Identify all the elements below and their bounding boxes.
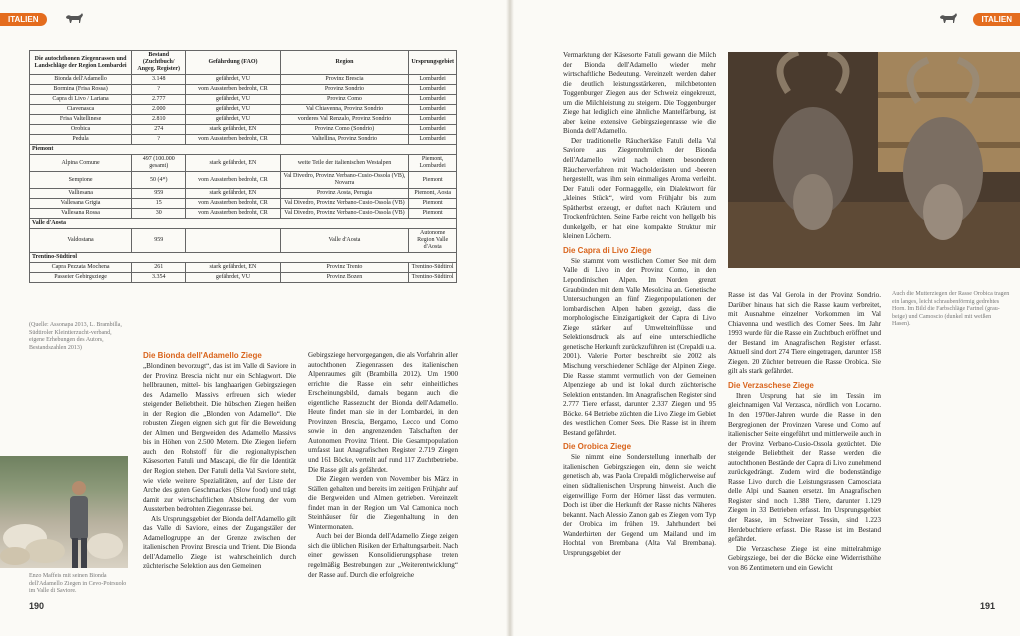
paragraph: Rasse ist das Val Gerola in der Provinz Sondrio. Darüber hinaus hat sich die Rasse kaum verbreitet, mit Ausnahme einzelner Vorkommen im Val Chiavenna und westlich des Comer Sees. Im Jahr 1993 wurde für die Rasse ein Zuchtbuch eröffnet und der Bestand im Anagrafischen Register erfasst. Aktuell sind dort 274 Tiere eingetragen, darunter 158 Ziegen. 20 Züchter betreuen die Rasse Orobica. Sie gilt als stark gefährdet. [728, 291, 881, 376]
table-cell: Orobica [30, 125, 132, 135]
table-cell: Sempione [30, 172, 132, 189]
left-column-1 [143, 351, 296, 572]
paragraph: Als Ursprungsgebiet der Bionda dell'Adamello gilt das Valle di Saviore, eines der Zugangstäler der Adamellogruppe an der Grenze zwischen der italienischen Provinz Brescia und Trient. Die Bionda dell'Adamello Ziege ist wahrscheinlich durch züchterische Selektion aus den Gemeinen [143, 514, 296, 571]
table-cell: Piemont [409, 172, 457, 189]
table-cell: 30 [132, 209, 186, 219]
table-cell: Capra Pezzata Mochena [30, 263, 132, 273]
shepherd-with-goats-photo [0, 456, 128, 568]
table-cell: Lombardei [409, 135, 457, 145]
table-cell: Valdostana [30, 229, 132, 253]
table-cell: Alpina Comune [30, 155, 132, 172]
table-row [30, 125, 457, 135]
table-cell: Ciavenasca [30, 105, 132, 115]
table-row [30, 199, 457, 209]
table-cell: vom Aussterben bedroht, CR [186, 85, 280, 95]
table-cell: Bionda dell'Adamello [30, 75, 132, 85]
table-cell: Capra di Livo / Lariana [30, 95, 132, 105]
table-cell: Provinz Sondrio [280, 85, 409, 95]
table-row [30, 85, 457, 95]
section-tab-right: ITALIEN [973, 13, 1020, 26]
col-header-origin: Ursprungsgebiet [409, 51, 457, 75]
table-source-note: (Quelle: Assonapa 2013, L. Brambilla, Südtiroler Kleintierzucht-verband, eigene Erhebungen des Autors, Bestandszahlen 2013) [29, 322, 122, 351]
table-cell: Vallesana Grigia [30, 199, 132, 209]
table-cell: Frisa Valtellinese [30, 115, 132, 125]
col-header-breed: Die autochthonen Ziegenrassen und Landschläge der Region Lombardei [30, 51, 132, 75]
page-number-right: 191 [980, 601, 996, 611]
paragraph: Sie nimmt eine Sonderstellung innerhalb der italienischen Gebirgsziegen ein, denn sie weicht genetisch ab, was Paola Crepaldi möglicherweise auf einen südtalienischen Ursprung hinweist. Auch die eigenwillige Form der Hörner lässt das vermuten. Doch ist über die Herkunft der Rasse nichts Näheres bekannt. Nach Alessio Zanon gab es Ziegen vom Typ der Orobica im frühen 19. Jahrhundert bei Wanderhirten der Gegend um Mailand und im Hochtal von Brembana (Alta Val Brembana). Ursprungsgebiet der [563, 453, 716, 557]
book-gutter [506, 0, 514, 636]
table-cell: Pedula [30, 135, 132, 145]
col-header-region: Region [280, 51, 409, 75]
left-photo-caption: Enzo Maffeis mit seinen Bionda dell'Adamello Ziegen in Cevo-Poirsuolo im Valle di Saviore. [29, 573, 127, 594]
region-label: Valle d'Aosta [30, 219, 457, 229]
table-cell: ? [132, 135, 186, 145]
paragraph: „Blondinen bevorzugt“, das ist im Valle di Saviore in der Provinz Brescia nicht nur ein Schlagwort. Die hellbraunen, mittel- bis langhaarigen Gebirgsziegen des Adamello Massivs erfreuen sich wieder steigender Beliebtheit. Die hübschen Ziegen heißen in der Region die „Blonden von Adamello“. Die robusten Ziegen eignen sich gut für die Beweidung der Almen und Bergweiden des Adamello Massivs bis in Höhen von 2.500 Metern. Die Ziegen liefern auch den Rohstoff für die regionaltypischen Käsesorten Fatuli und Mascapi, die für die Identität der Region stehen. Der Fatuli della Val Saviore steht, wie viele weitere Spezialitäten, auf der Liste der Arche des guten Geschmackes (Slow food) und trägt damit zur wirtschaftlichen Absicherung der vom Aussterben bedrohten Ziegenrasse bei. [143, 362, 296, 514]
table-cell: 3.148 [132, 75, 186, 85]
table-cell: 15 [132, 199, 186, 209]
paragraph: Vermarktung der Käsesorte Fatuli gewann die Milch der Bionda dell'Adamello wieder mehr wirtschaftliche Bedeutung. Vereinzelt werden daher die deutlich leistungsstärkeren, milchbetonten Toggenburger Ziegen aus der Schweiz eingekreuzt, um die Milchleistung zu steigern. Die Toggenburger Ziege hat lediglich eine ähnliche Mantelfärbung, ist aber keine extensive Gebirgsziegenrasse wie die Bionda dell'Adamello. [563, 51, 716, 136]
table-cell: Piemont, Aosta [409, 189, 457, 199]
table-cell: 261 [132, 263, 186, 273]
heading-verzaschese: Die Verzaschese Ziege [728, 380, 814, 390]
table-cell: 2.777 [132, 95, 186, 105]
table-row [30, 105, 457, 115]
table-row [30, 75, 457, 85]
table-cell: Lombardei [409, 105, 457, 115]
table-cell: Provinz Bozen [280, 273, 409, 283]
table-cell: Provinz Como [280, 95, 409, 105]
table-cell: gefährdet, VU [186, 115, 280, 125]
paragraph: Der traditionelle Räucherkäse Fatuli della Val Saviore aus Ziegenrohmilch der Bionda dell'Adamello wird nach einem besonderen Räucherverfahren mit Wacholderästen und -beeren hergestellt, was ihm sein einmaliges Aroma verleiht. Der Fatuli oder Formaggelle, ein Dialektwort für „kleines Stück“, wird vom Frühjahr bis zum Spätherbst erzeugt, er duftet nach Kräutern und Trockenfrüchten. Seine Farbe reicht von hellgelb bis dunkelgelb, er hat eine kompakte Struktur mir kleinen Löchern. [563, 136, 716, 241]
table-cell [186, 229, 280, 253]
table-cell: Provinz Aosta, Perugia [280, 189, 409, 199]
table-cell: ? [132, 85, 186, 95]
page-number-left: 190 [29, 601, 45, 611]
orobica-goats-photo [728, 52, 1020, 268]
paragraph: Sie stammt vom westlichen Comer See mit dem Valle di Livo in der Provinz Como, in den Lepondinischen Alpen. Im Norden grenzt Graubünden mit dem Valle Mesolcina an. Genetische Untersuchungen an fünf Ziegenpopulationen der lombardischen Alpen haben gezeigt, dass die morphologische Einzigartigkeit der Capra di Livo Ziege stärker auf Umwelteinflüsse und Selektionsdruck als auf eine unterschiedliche genetische Herkunft zurückzuführen ist (Crepaldi u.a. 2001). Valerie Porter beschreibt sie 2002 als Mischung verschiedener Schläge der Alpinen Ziege. Die Rasse stammt vermutlich von der Gemeinen Alpenziege ab und ist lokal durch züchterische Selektion entstanden. Im Anagrafischen Register sind 2.777 Tiere erfasst, darunter 2.337 Ziegen und 95 Böcke. 64 Betriebe züchten die Livo Ziege im Gebiet des westlichen Comer Sees. Die Rasse ist in ihrem Bestand gefährdet. [563, 256, 716, 437]
table-cell: Lombardei [409, 75, 457, 85]
table-row [30, 273, 457, 283]
table-cell: stark gefährdet, EN [186, 155, 280, 172]
table-cell: vom Aussterben bedroht, CR [186, 209, 280, 219]
table-cell: Piemont, Lombardei [409, 155, 457, 172]
table-cell: Valtellina, Provinz Sondrio [280, 135, 409, 145]
breeds-table [29, 50, 457, 283]
region-label: Trentino-Südtirol [30, 253, 457, 263]
right-column-2 [728, 291, 881, 573]
table-cell: Val Divedro, Provinz Verbano-Cusio-Ossola (VB) [280, 209, 409, 219]
table-region-row [30, 145, 457, 155]
heading-bionda: Die Bionda dell'Adamello Ziege [143, 351, 262, 360]
table-cell: Autonome Region Valle d'Aosta [409, 229, 457, 253]
table-cell: stark gefährdet, EN [186, 189, 280, 199]
table-cell: Valliesana [30, 189, 132, 199]
table-region-row [30, 253, 457, 263]
right-column-1 [563, 51, 716, 558]
table-cell: gefährdet, VU [186, 105, 280, 115]
table-cell: Lombardei [409, 115, 457, 125]
col-header-risk: Gefährdung (FAO) [186, 51, 280, 75]
table-cell: Provinz Trento [280, 263, 409, 273]
table-row [30, 95, 457, 105]
table-row [30, 189, 457, 199]
table-cell: vom Aussterben bedroht, CR [186, 172, 280, 189]
table-cell: Trentino-Südtirol [409, 273, 457, 283]
table-cell: Val Divedro, Provinz Verbano-Cusio-Ossola (VB) [280, 199, 409, 209]
table-cell: 959 [132, 189, 186, 199]
table-cell: Piemont [409, 209, 457, 219]
table-row [30, 135, 457, 145]
heading-orobica: Die Orobica Ziege [563, 442, 632, 452]
table-cell: gefährdet, VU [186, 273, 280, 283]
section-tab-left: ITALIEN [0, 13, 47, 26]
table-cell: vom Aussterben bedroht, CR [186, 135, 280, 145]
table-cell: weite Teile der italienischen Westalpen [280, 155, 409, 172]
paragraph: Die Verzaschese Ziege ist eine mittelrahmige Gebirgsziege, bei der die Böcke eine Widerristhöhe von 86 Zentimetern und ein Gewicht [728, 544, 881, 572]
table-cell: 497 (100.000 gesamt) [132, 155, 186, 172]
table-cell: vom Aussterben bedroht, CR [186, 199, 280, 209]
table-cell: Provinz Como (Sondrio) [280, 125, 409, 135]
paragraph: Gebirgsziege hervorgegangen, die als Vorfahrin aller autochthonen Ziegenrassen des italienischen Alpenraumes gilt (Brambilla 2012). Um 1900 errichte die Rasse ein sehr einheitliches Erscheinungsbild, damals begann auch die eigentliche Rassezucht der Bionda dell'Adamello. Heute findet man sie in der Lombardei, in den Provinzen Brescia, Bergamo, Lecco und Como sowie in den angrenzenden Talschaften der Autonomen Provinz Trient. Die Gesamtpopulation umfasst laut Anagrafischen Register 2.719 Ziegen und 161 Böcke, verteilt auf rund 117 Zuchtbetriebe. Die Rasse gilt als gefährdet. [308, 351, 458, 474]
table-row [30, 172, 457, 189]
table-cell: 3.354 [132, 273, 186, 283]
table-header-row [30, 51, 457, 75]
col-header-stock: Bestand (Zuchtbuch/ Angeg. Register) [132, 51, 186, 75]
table-cell: stark gefährdet, EN [186, 125, 280, 135]
goat-icon [64, 12, 84, 29]
table-cell: Vallesana Rossa [30, 209, 132, 219]
table-cell: vorderes Val Renzalo, Provinz Sondrio [280, 115, 409, 125]
table-cell: Bormina (Frisa Rossa) [30, 85, 132, 95]
table-cell: 50 (4*) [132, 172, 186, 189]
right-photo-caption: Auch die Mutterziegen der Rasse Orobica tragen ein langes, leicht schraubenförmig gedrehtes Horn. Im Bild die Farbschläge Fartnel (grau-beige) und Camoscio (dunkel mit weißen Hasen). [892, 291, 1010, 327]
table-row [30, 155, 457, 172]
table-cell: gefährdet, VU [186, 95, 280, 105]
table-cell: Piemont [409, 199, 457, 209]
table-cell: 2.810 [132, 115, 186, 125]
table-cell: 2.000 [132, 105, 186, 115]
table-cell: Val Divedro, Provinz Verbano-Cusio-Ossola (VB), Novarra [280, 172, 409, 189]
table-region-row [30, 219, 457, 229]
table-cell: gefährdet, VU [186, 75, 280, 85]
table-row [30, 229, 457, 253]
table-cell: Lombardei [409, 125, 457, 135]
left-column-2 [308, 351, 458, 580]
table-cell: Trentino-Südtirol [409, 263, 457, 273]
right-page [510, 0, 1020, 636]
table-cell: 274 [132, 125, 186, 135]
table-row [30, 115, 457, 125]
table-row [30, 263, 457, 273]
paragraph: Ihren Ursprung hat sie im Tessin im gleichnamigen Val Verzasca, nördlich von Locarno. In den 1970er-Jahren wurde die Rasse in den Bergregionen der Provinzen Varese und Como auf italienischer Seite eingeführt und mittlerweile auch in der Provinz Verbano-Cusio-Ossola gezüchtet. Die steigende Beliebtheit der Rasse werden die autochthonen Bestände der Capra di Livo zunehmend zurückgedrängt. Zudem wird die bodenständige Rasse Livo durch die Leistungsrassen Camosciata delle Alpi und Saanen ersetzt. Im Anagrafischen Register sind noch 1.388 Tiere, darunter 1.129 Ziegen in 33 Betrieben erfasst. Im Ursprungsgebiet der Rasse, im Schweizer Tessin, sind 1.223 Herdebuchtiere erfasst. Die Rasse ist im Bestand gefährdet. [728, 391, 881, 544]
table-cell: Lombardei [409, 85, 457, 95]
paragraph: Auch bei der Bionda dell'Adamello Ziege zeigen sich die üblichen Risiken der Erhaltungsarbeit. Nach einer gewissen Konsolidierungsphase treten regelmäßig Bestrebungen zur „Weiterentwicklung“ der Rasse auf. Durch die erfolgreiche [308, 532, 458, 579]
table-cell: Valle d'Aosta [280, 229, 409, 253]
table-cell: 959 [132, 229, 186, 253]
table-cell: Passeier Gebirgsziege [30, 273, 132, 283]
table-cell: Lombardei [409, 95, 457, 105]
heading-capra-di-livo: Die Capra di Livo Ziege [563, 245, 652, 255]
table-cell: Val Chiavenna, Provinz Sondrio [280, 105, 409, 115]
table-row [30, 209, 457, 219]
goat-icon [938, 12, 958, 29]
table-cell: Provinz Brescia [280, 75, 409, 85]
table-cell: stark gefährdet, EN [186, 263, 280, 273]
paragraph: Die Ziegen werden von November bis März in Ställen gehalten und bereits im zeitigen Frühjahr auf die Bergweiden und Almen getrieben. Vereinzelt findet man in der Region um Val Camonica noch Steinhäuser für die Ziegenhaltung in den Wintermonaten. [308, 475, 458, 531]
region-label: Piemont [30, 145, 457, 155]
